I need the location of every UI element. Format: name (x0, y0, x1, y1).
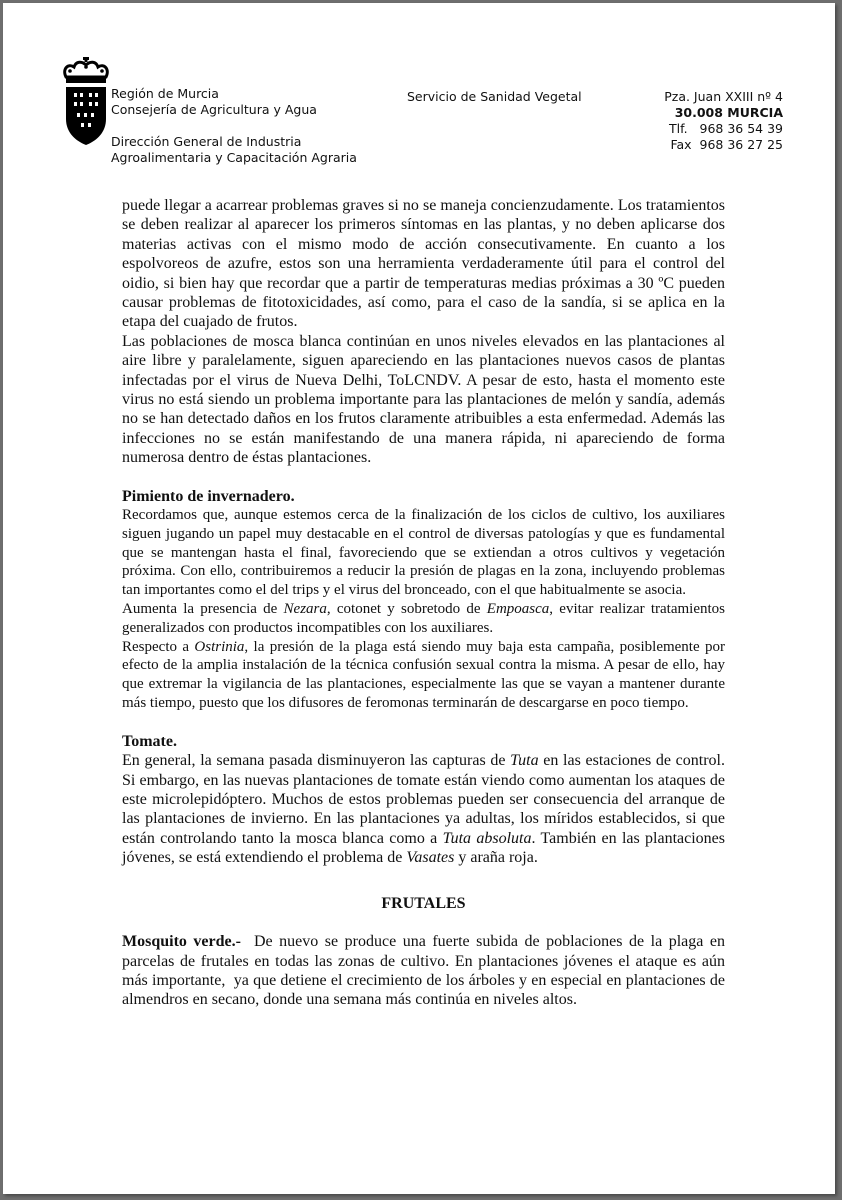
mosquito-verde-label: Mosquito verde.- (122, 933, 241, 951)
nezara-term: Nezara (283, 601, 327, 618)
organization-block (111, 86, 357, 166)
pimiento-heading: Pimiento de invernadero. (122, 487, 295, 505)
tomate-heading: Tomate. (122, 732, 177, 750)
pimiento-paragraph-2: Aumenta la presencia de Nezara, cotonet y sobretodo de Empoasca, evitar realizar tratamientos generalizados con productos incompatibles con los auxiliares. (122, 601, 725, 636)
service-name: Servicio de Sanidad Vegetal (407, 89, 582, 104)
address-block (664, 89, 783, 153)
tuta-term: Tuta (510, 752, 539, 770)
directorate-line-2: Agroalimentaria y Capacitación Agraria (111, 150, 357, 165)
directorate-line-1: Dirección General de Industria (111, 134, 302, 149)
tomate-paragraph: En general, la semana pasada disminuyeron las capturas de Tuta en las estaciones de control. Si embargo, en las nuevas plantaciones de tomate están viendo como aumentan los ataques de este microlepidóptero. Muchos de estos problemas pueden ser consecuencia del arranque de las plantaciones de invierno. En las plantaciones ya adultas, los míridos establecidos, si que están controlando tanto la mosca blanca como a Tuta absoluta. También en las plantaciones jóvenes, se está extendiendo el problema de Vasates y araña roja. (122, 752, 726, 867)
pimiento-paragraph-3: Respecto a Ostrinia, la presión de la plaga está siendo muy baja esta campaña, posiblemente por efecto de la amplia instalación de la técnica confusión sexual contra la misma. A pesar de ello, hay que extremar la vigilancia de las plantaciones, especialmente las que se vayan a mantener durante más tiempo, puesto que los difusores de feromonas terminarán de descargarse en poco tiempo. (122, 638, 726, 712)
document-page (3, 3, 835, 1194)
continuation-paragraph-2: Las poblaciones de mosca blanca continúan en unos niveles elevados en las plantaciones al aire libre y paralelamente, siguen apareciendo en las plantaciones nuevos casos de plantas infectadas por el virus de Nueva Delhi, ToLCNDV. A pesar de esto, hasta el momento este virus no está siendo un problema importante para las plantaciones de melón y sandía, además no se han detectado daños en los frutos claramente atribuibles a esta enfermedad. Además las infecciones no se están manifestando de una manera rápida, ni apareciendo de forma numerosa dentro de éstas plantaciones. (122, 332, 725, 467)
fax-number: Fax 968 36 27 25 (670, 137, 783, 152)
address-city: 30.008 MURCIA (674, 105, 783, 120)
continuation-paragraph-1: puede llegar a acarrear problemas graves si no se maneja concienzudamente. Los tratamientos se deben realizar al aparecer los primeros síntomas en las plantas, y no deben aplicarse dos materias activas con el mismo modo de acción consecutivamente. En cuanto a los espolvoreos de azufre, estos son una herramienta verdaderamente útil para el control del oidio, si bien hay que recordar que a partir de temperaturas medias próximas a 30 ºC pueden causar problemas de fitotoxicidades, así como, para el caso de la sandía, si se aplica en la etapa del cuajado de frutos. (122, 197, 725, 331)
empoasca-term: Empoasca (486, 601, 550, 618)
document-body (122, 196, 729, 1010)
frutales-heading: FRUTALES (381, 894, 466, 912)
tuta-absoluta-term: Tuta absoluta (442, 829, 532, 847)
pimiento-paragraph-1: Recordamos que, aunque estemos cerca de la finalización de los ciclos de cultivo, los auxiliares siguen jugando un papel muy destacable en el control de diversas patologías y que es fundamental que se mantengan hasta el final, favoreciendo que se extiendan a otros cultivos y vegetación próxima. Con ello, contribuiremos a reducir la presión de plagas en la zona, incluyendo problemas tan importantes como el del trips y el virus del bronceado, con el que habitualmente se asocia. (122, 507, 725, 599)
phone-number: Tlf. 968 36 54 39 (669, 121, 783, 136)
mosquito-verde-paragraph: Mosquito verde.- De nuevo se produce una fuerte subida de poblaciones de la plaga en parcelas de frutales en todas las zonas de cultivo. En plantaciones jóvenes el ataque es aún más importante, ya que detiene el crecimiento de los árboles y en especial en plantaciones de almendros en secano, donde una semana más continúa en niveles altos. (122, 933, 729, 1009)
region-name: Región de Murcia (111, 86, 219, 101)
vasates-term: Vasates (406, 849, 455, 867)
address-street: Pza. Juan XXIII nº 4 (664, 89, 783, 104)
ministry-name: Consejería de Agricultura y Agua (111, 102, 317, 117)
region-murcia-coat-of-arms-logo (60, 57, 112, 147)
ostrinia-term: Ostrinia (194, 638, 245, 655)
